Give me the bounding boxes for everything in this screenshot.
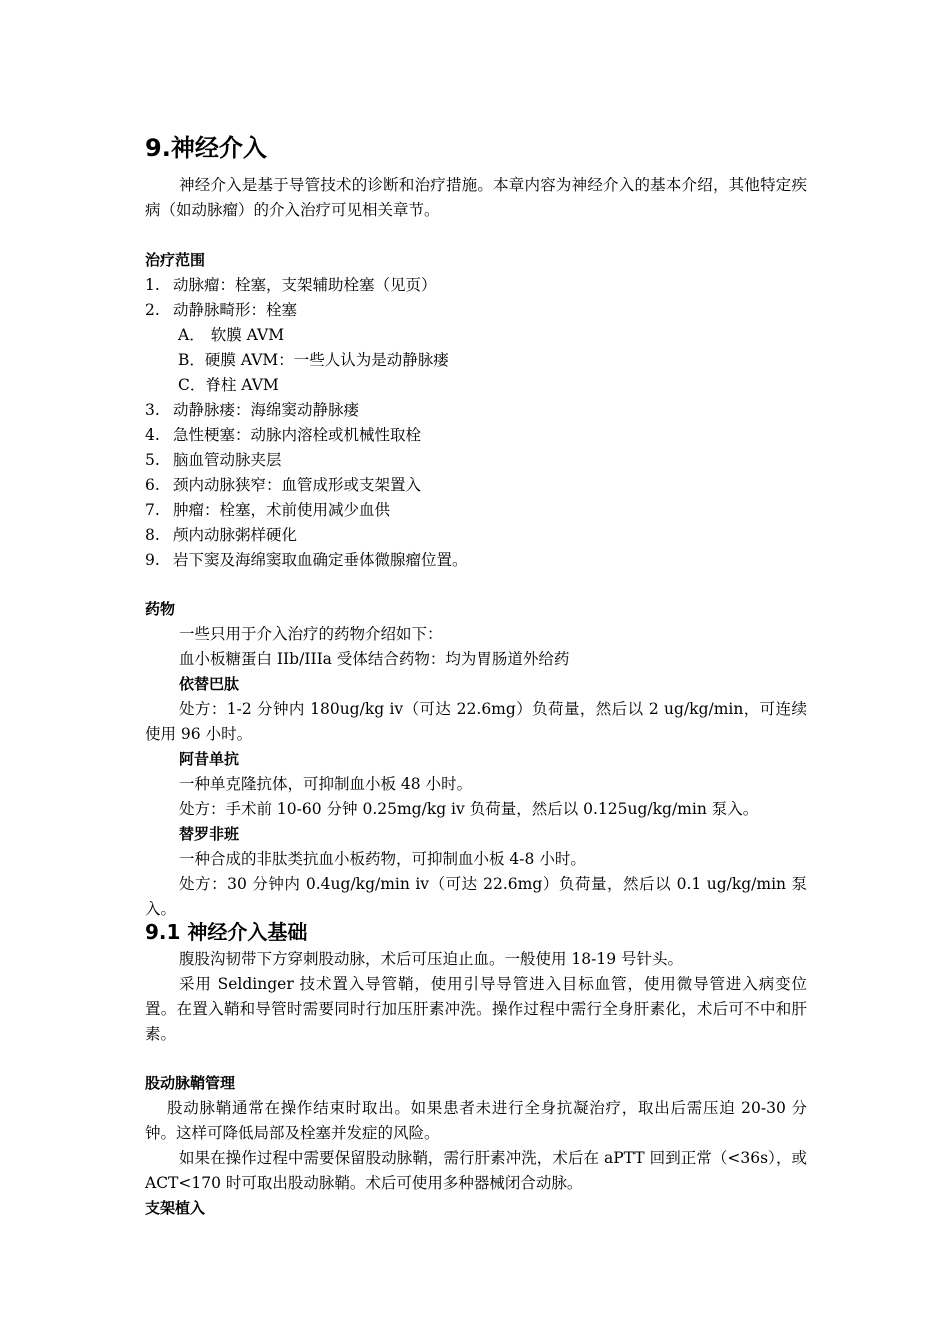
list-item (145, 423, 807, 448)
scope-list-continued (145, 398, 807, 573)
list-letter: B． (178, 351, 205, 369)
drugs-heading: 药物 (145, 600, 176, 618)
scope-list (145, 273, 807, 323)
drug-rx-eptifibatide: 处方：1-2 分钟内 180ug/kg iv（可达 22.6mg）负荷量，然后以 2 ug/kg/min，可连续使用 96 小时。 (145, 700, 807, 743)
list-text: 肿瘤：栓塞，术前使用减少血供 (173, 501, 391, 519)
list-number: 4. (145, 426, 160, 444)
drug-name-abciximab: 阿昔单抗 (179, 750, 240, 768)
drugs-intro: 一些只用于介入治疗的药物介绍如下： (179, 625, 443, 643)
list-item (145, 398, 807, 423)
list-text: 颅内动脉粥样硬化 (173, 526, 298, 544)
list-letter: C． (178, 376, 206, 394)
list-item (145, 523, 807, 548)
scope-section (145, 248, 807, 573)
list-item (145, 473, 807, 498)
list-text: 急性梗塞：动脉内溶栓或机械性取栓 (173, 426, 422, 444)
list-number: 2. (145, 301, 160, 319)
scope-heading: 治疗范围 (145, 251, 206, 269)
list-text: 硬膜 AVM：一些人认为是动静脉瘘 (204, 351, 449, 369)
intro-text: 神经介入是基于导管技术的诊断和治疗措施。本章内容为神经介入的基本介绍，其他特定疾病（如动脉瘤）的介入治疗可见相关章节。 (145, 176, 807, 219)
list-text: 颈内动脉狭窄：血管成形或支架置入 (173, 476, 422, 494)
list-number: 7. (145, 501, 160, 519)
list-number: 6. (145, 476, 160, 494)
list-text: 动静脉畸形：栓塞 (173, 301, 298, 319)
drug-class-line: 血小板糖蛋白 IIb/IIIa 受体结合药物：均为胃肠道外给药 (179, 650, 570, 668)
sheath-paragraph-1: 股动脉鞘通常在操作结束时取出。如果患者未进行全身抗凝治疗，取出后需压迫 20-30 分钟。这样可降低局部及栓塞并发症的风险。 (145, 1099, 807, 1142)
list-text: 岩下窦及海绵窦取血确定垂体微腺瘤位置。 (173, 551, 468, 569)
basics-section (145, 917, 807, 1047)
list-item (178, 323, 807, 348)
list-number: 9. (145, 551, 160, 569)
list-item (145, 548, 807, 573)
drug-desc-tirofiban: 一种合成的非肽类抗血小板药物，可抑制血小板 4-8 小时。 (179, 850, 586, 868)
avm-sublist (145, 323, 807, 398)
section-heading: 9.1 神经介入基础 (145, 920, 308, 944)
list-number: 1. (145, 276, 160, 294)
list-item (178, 373, 807, 398)
list-number: 3. (145, 401, 160, 419)
list-letter: A． (178, 326, 205, 344)
sheath-heading: 股动脉鞘管理 (145, 1074, 236, 1092)
list-item (145, 498, 807, 523)
basics-paragraph-2: 采用 Seldinger 技术置入导管鞘，使用引导导管进入目标血管，使用微导管进入病变位置。在置入鞘和导管时需要同时行加压肝素冲洗。操作过程中需行全身肝素化，术后可不中和肝素。 (145, 975, 807, 1043)
list-item (145, 298, 807, 323)
drug-rx-tirofiban: 处方：30 分钟内 0.4ug/kg/min iv（可达 22.6mg）负荷量，然后以 0.1 ug/kg/min 泵入。 (145, 875, 807, 918)
sheath-section (145, 1071, 807, 1221)
intro-paragraph (145, 173, 807, 223)
basics-paragraph-1: 腹股沟韧带下方穿刺股动脉，术后可压迫止血。一般使用 18-19 号针头。 (179, 950, 684, 968)
sheath-paragraph-2: 如果在操作过程中需要保留股动脉鞘，需行肝素冲洗，术后在 aPTT 回到正常（<36s），或 ACT<170 时可取出股动脉鞘。术后可使用多种器械闭合动脉。 (145, 1149, 807, 1192)
stent-heading: 支架植入 (145, 1199, 206, 1217)
list-text: 软膜 AVM (210, 326, 285, 344)
drug-desc-abciximab: 一种单克隆抗体，可抑制血小板 48 小时。 (179, 775, 473, 793)
drugs-section (145, 597, 807, 922)
list-text: 动脉瘤：栓塞，支架辅助栓塞（见页） (173, 276, 437, 294)
list-text: 脑血管动脉夹层 (173, 451, 282, 469)
drug-name-eptifibatide: 依替巴肽 (179, 675, 240, 693)
list-text: 脊柱 AVM (205, 376, 279, 394)
list-item (145, 273, 807, 298)
drug-name-tirofiban: 替罗非班 (179, 825, 240, 843)
list-text: 动静脉瘘：海绵窦动静脉瘘 (173, 401, 360, 419)
drug-rx-abciximab: 处方：手术前 10-60 分钟 0.25mg/kg iv 负荷量，然后以 0.125ug/kg/min 泵入。 (179, 800, 759, 818)
list-item (145, 448, 807, 473)
chapter-title: 9.神经介入 (145, 134, 267, 162)
list-item (178, 348, 807, 373)
list-number: 8. (145, 526, 160, 544)
list-number: 5. (145, 451, 160, 469)
